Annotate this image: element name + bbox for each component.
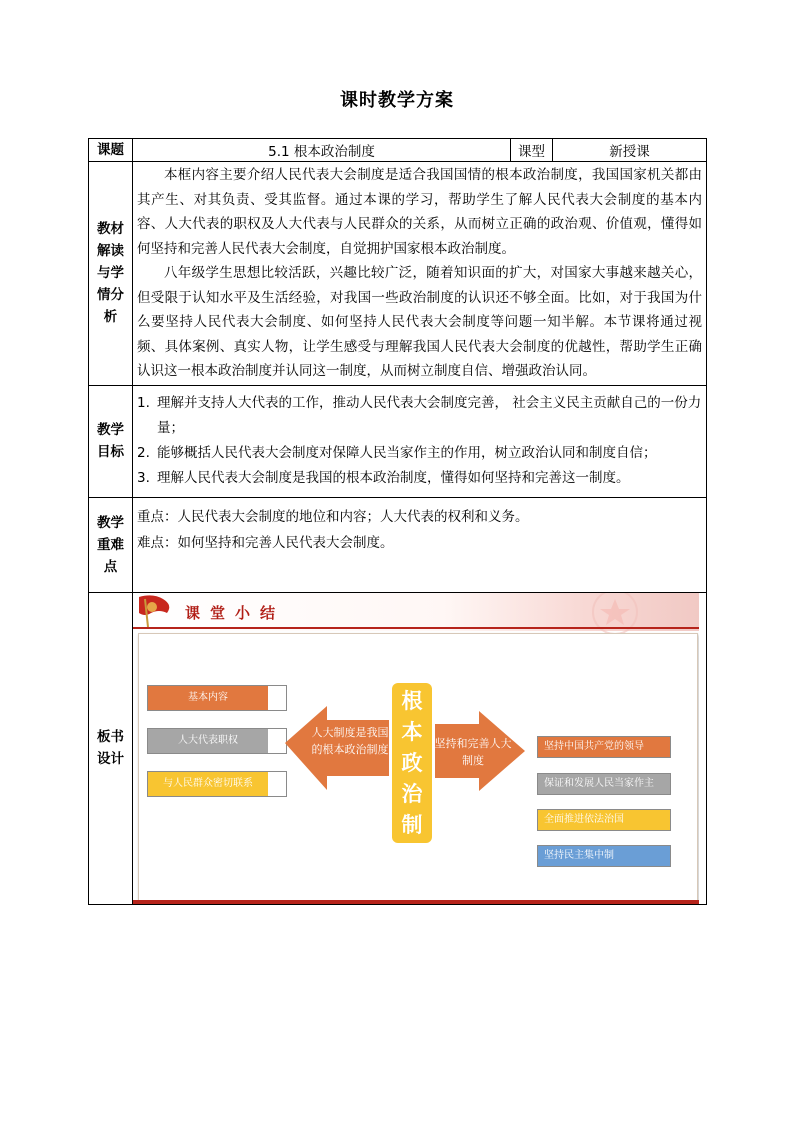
topic-value: 5.1 根本政治制度 — [133, 139, 511, 162]
page-title: 课时教学方案 — [340, 90, 454, 111]
topic-label: 课题 — [89, 139, 133, 162]
goals-row — [89, 385, 707, 497]
analysis-paragraph-1: 本框内容主要介绍人民代表大会制度是适合我国国情的根本政治制度，我国国家机关都由其产生、对其负责、受其监督。通过本课的学习，帮助学生了解人民代表大会制度的基本内容、人大代表的职权及人大代表与人民群众的关系，从而树立正确的政治观、价值观，懂得如何坚持和完善人民代表大会制度，自觉拥护国家根本政治制度。 — [137, 167, 702, 257]
type-label: 课型 — [511, 139, 553, 162]
goal-item — [137, 466, 702, 491]
left-item-label: 基本内容 — [148, 686, 268, 710]
goals-content — [133, 385, 707, 497]
left-item-label: 人大代表职权 — [148, 729, 268, 753]
right-item-label: 全面推进依法治国 — [538, 810, 670, 830]
right-item-box — [537, 773, 671, 795]
goal-item — [137, 391, 702, 441]
right-item-label: 坚持中国共产党的领导 — [538, 737, 670, 757]
goal-number: 2. — [137, 445, 150, 461]
focus-label-text: 教学重难点 — [97, 514, 124, 575]
focus-content — [133, 497, 707, 592]
goal-number: 3. — [137, 470, 150, 486]
goal-text: 理解并支持人大代表的工作，推动人民代表大会制度完善， 社会主义民主贡献自己的一份力量； — [157, 395, 702, 436]
goal-item — [137, 441, 702, 466]
right-item-label: 保证和发展人民当家作主 — [538, 774, 670, 794]
analysis-content — [133, 162, 707, 386]
analysis-paragraph-2: 八年级学生思想比较活跃，兴趣比较广泛，随着知识面的扩大，对国家大事越来越关心，但受限于认知水平及生活经验，对我国一些政治制度的认识还不够全面。比如，对于我国为什么要坚持人民代表大会制度、如何坚持人民代表大会制度等问题一知半解。本节课将通过视频、具体案例、真实人物，让学生感受与理解我国人民代表大会制度的优越性，帮助学生正确认识这一根本政治制度并认同这一制度，从而树立制度自信、增强政治认同。 — [137, 265, 702, 379]
right-item-label: 坚持民主集中制 — [538, 846, 670, 866]
board-label — [89, 592, 133, 904]
board-bottom-bar — [133, 900, 699, 904]
goal-text: 能够概括人民代表大会制度对保障人民当家作主的作用，树立政治认同和制度自信； — [157, 445, 657, 461]
key-point: 重点：人民代表大会制度的地位和内容；人大代表的权利和义务。 — [137, 508, 529, 525]
focus-row — [89, 497, 707, 592]
focus-label — [89, 497, 133, 592]
header-row — [89, 139, 707, 162]
left-item-label: 与人民群众密切联系 — [148, 772, 268, 796]
right-item-box — [537, 809, 671, 831]
analysis-label — [89, 162, 133, 386]
center-box: 根本政治制度 — [392, 683, 432, 843]
goals-label-text: 教学目标 — [97, 422, 124, 460]
analysis-label-text: 教材解读与学情分析 — [97, 221, 124, 326]
type-value: 新授课 — [553, 139, 707, 162]
analysis-row — [89, 162, 707, 386]
left-arrow-text: 人大制度是我国的根本政治制度 — [311, 725, 389, 756]
goal-number: 1. — [137, 395, 150, 411]
difficulty-point: 难点：如何坚持和完善人民代表大会制度。 — [137, 534, 394, 551]
board-label-text: 板书设计 — [97, 729, 124, 767]
lesson-plan-table — [88, 138, 707, 905]
board-cell — [133, 592, 707, 904]
board-row — [89, 592, 707, 904]
board-diagram — [133, 593, 699, 904]
right-item-box — [537, 845, 671, 867]
banner-title: 课堂小结 — [185, 603, 286, 622]
goal-text: 理解人民代表大会制度是我国的根本政治制度，懂得如何坚持和完善这一制度。 — [157, 470, 630, 486]
goals-label — [89, 385, 133, 497]
right-item-box — [537, 736, 671, 758]
right-arrow-text: 坚持和完善人大制度 — [434, 736, 512, 767]
